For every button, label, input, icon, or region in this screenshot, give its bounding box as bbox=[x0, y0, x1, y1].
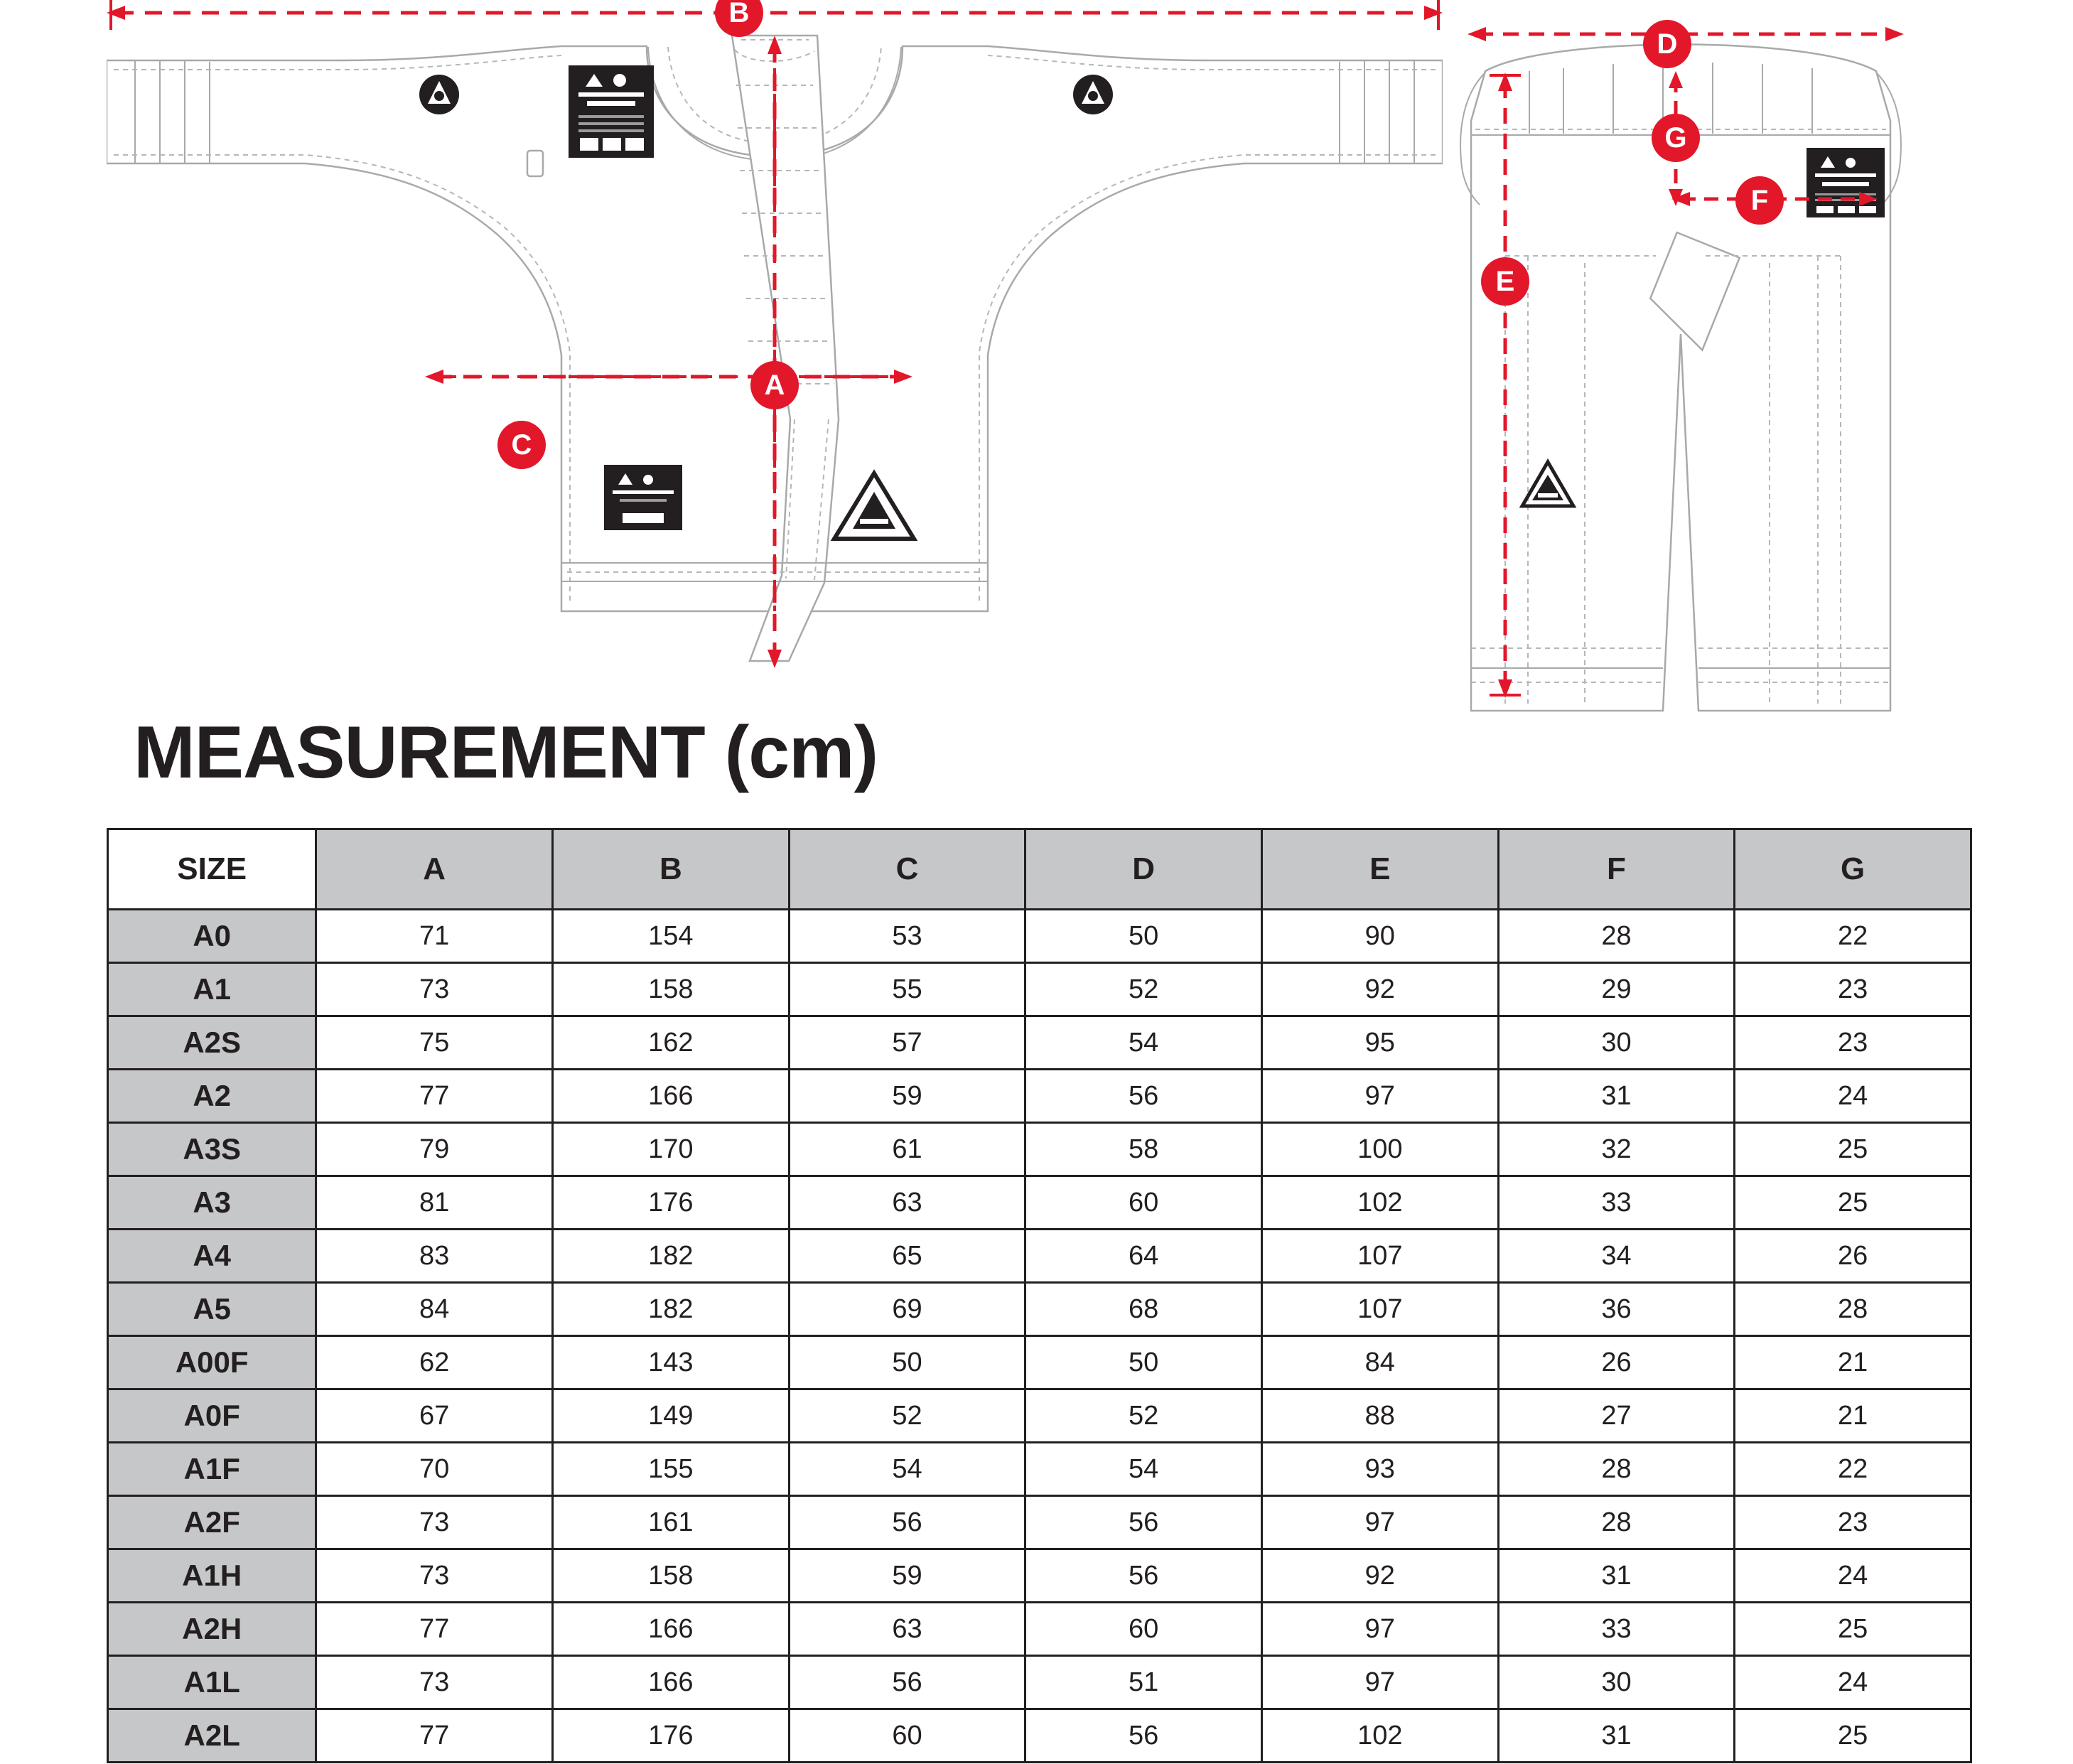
measurement-cell: 84 bbox=[1261, 1336, 1498, 1389]
column-header-d: D bbox=[1025, 829, 1262, 910]
size-label: A1H bbox=[108, 1549, 316, 1603]
measurement-cell: 75 bbox=[316, 1016, 553, 1070]
measurement-cell: 161 bbox=[553, 1496, 790, 1549]
size-label: A2L bbox=[108, 1709, 316, 1763]
measurement-cell: 166 bbox=[553, 1070, 790, 1123]
measurement-cell: 73 bbox=[316, 1496, 553, 1549]
measurement-cell: 21 bbox=[1735, 1336, 1971, 1389]
page-title: MEASUREMENT (cm) bbox=[134, 711, 878, 794]
measurement-cell: 54 bbox=[1025, 1443, 1262, 1496]
measurement-cell: 25 bbox=[1735, 1603, 1971, 1656]
measurement-cell: 33 bbox=[1498, 1603, 1735, 1656]
column-header-size: SIZE bbox=[108, 829, 316, 910]
table-row bbox=[108, 1070, 1971, 1123]
measurement-cell: 25 bbox=[1735, 1176, 1971, 1230]
measurement-cell: 30 bbox=[1498, 1016, 1735, 1070]
measurement-cell: 84 bbox=[316, 1283, 553, 1336]
measurement-cell: 61 bbox=[789, 1123, 1025, 1176]
measurement-cell: 23 bbox=[1735, 1016, 1971, 1070]
marker-f: F bbox=[1735, 176, 1784, 225]
measurement-cell: 70 bbox=[316, 1443, 553, 1496]
table-row bbox=[108, 1709, 1971, 1763]
table-row bbox=[108, 1336, 1971, 1389]
measurement-cell: 57 bbox=[789, 1016, 1025, 1070]
column-header-f: F bbox=[1498, 829, 1735, 910]
measurement-cell: 26 bbox=[1735, 1230, 1971, 1283]
measurement-cell: 62 bbox=[316, 1336, 553, 1389]
pants-diagram bbox=[1443, 28, 1940, 753]
measurement-cell: 69 bbox=[789, 1283, 1025, 1336]
measurement-cell: 64 bbox=[1025, 1230, 1262, 1283]
measurement-cell: 67 bbox=[316, 1389, 553, 1443]
measurement-cell: 63 bbox=[789, 1176, 1025, 1230]
measurement-cell: 92 bbox=[1261, 963, 1498, 1016]
measurement-cell: 22 bbox=[1735, 1443, 1971, 1496]
measurement-cell: 102 bbox=[1261, 1709, 1498, 1763]
measurement-cell: 30 bbox=[1498, 1656, 1735, 1709]
measurement-cell: 77 bbox=[316, 1603, 553, 1656]
size-label: A1F bbox=[108, 1443, 316, 1496]
column-header-c: C bbox=[789, 829, 1025, 910]
table-row bbox=[108, 963, 1971, 1016]
measurement-cell: 166 bbox=[553, 1656, 790, 1709]
measurement-cell: 56 bbox=[1025, 1549, 1262, 1603]
measurement-cell: 155 bbox=[553, 1443, 790, 1496]
table-row bbox=[108, 1230, 1971, 1283]
size-label: A0 bbox=[108, 910, 316, 963]
measurement-cell: 58 bbox=[1025, 1123, 1262, 1176]
size-label: A3S bbox=[108, 1123, 316, 1176]
size-label: A0F bbox=[108, 1389, 316, 1443]
measurement-cell: 56 bbox=[1025, 1496, 1262, 1549]
measurement-cell: 97 bbox=[1261, 1603, 1498, 1656]
measurement-cell: 77 bbox=[316, 1070, 553, 1123]
measurement-cell: 53 bbox=[789, 910, 1025, 963]
measurement-cell: 162 bbox=[553, 1016, 790, 1070]
measurement-cell: 51 bbox=[1025, 1656, 1262, 1709]
column-header-e: E bbox=[1261, 829, 1498, 910]
measurement-cell: 24 bbox=[1735, 1070, 1971, 1123]
measurement-table bbox=[107, 828, 1972, 1763]
measurement-cell: 28 bbox=[1498, 910, 1735, 963]
measurement-cell: 176 bbox=[553, 1176, 790, 1230]
measurement-cell: 176 bbox=[553, 1709, 790, 1763]
measurement-cell: 60 bbox=[1025, 1176, 1262, 1230]
pants-dim-arrows-d bbox=[1468, 14, 1922, 57]
measurement-cell: 73 bbox=[316, 1656, 553, 1709]
size-label: A1L bbox=[108, 1656, 316, 1709]
table-row bbox=[108, 1496, 1971, 1549]
table-body bbox=[108, 910, 1971, 1763]
measurement-cell: 56 bbox=[1025, 1709, 1262, 1763]
measurement-table-wrapper bbox=[107, 828, 1972, 1763]
table-row bbox=[108, 1389, 1971, 1443]
jacket-dim-arrows-chest bbox=[425, 357, 937, 399]
measurement-cell: 50 bbox=[789, 1336, 1025, 1389]
measurement-cell: 36 bbox=[1498, 1283, 1735, 1336]
size-label: A3 bbox=[108, 1176, 316, 1230]
table-row bbox=[108, 1283, 1971, 1336]
measurement-cell: 65 bbox=[789, 1230, 1025, 1283]
marker-g: G bbox=[1652, 114, 1700, 162]
measurement-cell: 60 bbox=[1025, 1603, 1262, 1656]
measurement-cell: 71 bbox=[316, 910, 553, 963]
table-row bbox=[108, 1123, 1971, 1176]
column-header-g: G bbox=[1735, 829, 1971, 910]
table-row bbox=[108, 1656, 1971, 1709]
measurement-cell: 28 bbox=[1735, 1283, 1971, 1336]
measurement-cell: 23 bbox=[1735, 963, 1971, 1016]
measurement-cell: 68 bbox=[1025, 1283, 1262, 1336]
measurement-cell: 92 bbox=[1261, 1549, 1498, 1603]
measurement-cell: 31 bbox=[1498, 1549, 1735, 1603]
measurement-cell: 21 bbox=[1735, 1389, 1971, 1443]
measurement-cell: 143 bbox=[553, 1336, 790, 1389]
measurement-cell: 54 bbox=[1025, 1016, 1262, 1070]
measurement-cell: 52 bbox=[1025, 1389, 1262, 1443]
measurement-cell: 27 bbox=[1498, 1389, 1735, 1443]
measurement-cell: 29 bbox=[1498, 963, 1735, 1016]
diagram-area bbox=[0, 0, 2073, 794]
measurement-cell: 73 bbox=[316, 1549, 553, 1603]
measurement-cell: 158 bbox=[553, 1549, 790, 1603]
measurement-cell: 54 bbox=[789, 1443, 1025, 1496]
size-label: A1 bbox=[108, 963, 316, 1016]
measurement-cell: 31 bbox=[1498, 1709, 1735, 1763]
marker-b: B bbox=[715, 0, 763, 37]
measurement-cell: 24 bbox=[1735, 1549, 1971, 1603]
measurement-cell: 52 bbox=[789, 1389, 1025, 1443]
marker-d: D bbox=[1643, 20, 1691, 68]
jacket-dim-arrows-vertical bbox=[735, 36, 820, 675]
measurement-cell: 28 bbox=[1498, 1496, 1735, 1549]
table-row bbox=[108, 1016, 1971, 1070]
table-header-row bbox=[108, 829, 1971, 910]
size-label: A2F bbox=[108, 1496, 316, 1549]
table-header bbox=[108, 829, 1971, 910]
table-row bbox=[108, 1549, 1971, 1603]
measurement-cell: 33 bbox=[1498, 1176, 1735, 1230]
measurement-cell: 25 bbox=[1735, 1709, 1971, 1763]
table-row bbox=[108, 1603, 1971, 1656]
column-header-b: B bbox=[553, 829, 790, 910]
measurement-cell: 182 bbox=[553, 1230, 790, 1283]
measurement-cell: 34 bbox=[1498, 1230, 1735, 1283]
pants-dim-arrows-e bbox=[1485, 72, 1528, 698]
measurement-cell: 158 bbox=[553, 963, 790, 1016]
measurement-cell: 56 bbox=[1025, 1070, 1262, 1123]
marker-c: C bbox=[497, 421, 546, 469]
measurement-cell: 59 bbox=[789, 1549, 1025, 1603]
measurement-cell: 77 bbox=[316, 1709, 553, 1763]
column-header-a: A bbox=[316, 829, 553, 910]
measurement-cell: 50 bbox=[1025, 910, 1262, 963]
table-row bbox=[108, 1443, 1971, 1496]
measurement-cell: 26 bbox=[1498, 1336, 1735, 1389]
measurement-cell: 50 bbox=[1025, 1336, 1262, 1389]
measurement-cell: 107 bbox=[1261, 1230, 1498, 1283]
size-label: A4 bbox=[108, 1230, 316, 1283]
measurement-cell: 90 bbox=[1261, 910, 1498, 963]
measurement-cell: 56 bbox=[789, 1496, 1025, 1549]
table-row bbox=[108, 910, 1971, 963]
marker-e: E bbox=[1481, 257, 1529, 306]
measurement-cell: 56 bbox=[789, 1656, 1025, 1709]
measurement-cell: 166 bbox=[553, 1603, 790, 1656]
measurement-cell: 100 bbox=[1261, 1123, 1498, 1176]
measurement-cell: 79 bbox=[316, 1123, 553, 1176]
jacket-hem-tag bbox=[604, 465, 682, 530]
measurement-cell: 83 bbox=[316, 1230, 553, 1283]
measurement-cell: 73 bbox=[316, 963, 553, 1016]
measurement-cell: 28 bbox=[1498, 1443, 1735, 1496]
jacket-neck-tag bbox=[569, 65, 654, 158]
measurement-cell: 97 bbox=[1261, 1656, 1498, 1709]
measurement-cell: 22 bbox=[1735, 910, 1971, 963]
measurement-cell: 63 bbox=[789, 1603, 1025, 1656]
measurement-cell: 149 bbox=[553, 1389, 790, 1443]
size-label: A00F bbox=[108, 1336, 316, 1389]
measurement-cell: 95 bbox=[1261, 1016, 1498, 1070]
measurement-cell: 102 bbox=[1261, 1176, 1498, 1230]
size-label: A2H bbox=[108, 1603, 316, 1656]
measurement-cell: 24 bbox=[1735, 1656, 1971, 1709]
size-label: A2S bbox=[108, 1016, 316, 1070]
size-label: A5 bbox=[108, 1283, 316, 1336]
measurement-cell: 97 bbox=[1261, 1496, 1498, 1549]
measurement-cell: 52 bbox=[1025, 963, 1262, 1016]
measurement-cell: 23 bbox=[1735, 1496, 1971, 1549]
jacket-diagram bbox=[107, 0, 1443, 704]
measurement-cell: 107 bbox=[1261, 1283, 1498, 1336]
shoulder-logo-right bbox=[1073, 75, 1113, 114]
marker-a: A bbox=[750, 361, 799, 409]
measurement-cell: 32 bbox=[1498, 1123, 1735, 1176]
measurement-cell: 81 bbox=[316, 1176, 553, 1230]
measurement-cell: 170 bbox=[553, 1123, 790, 1176]
measurement-cell: 97 bbox=[1261, 1070, 1498, 1123]
measurement-cell: 154 bbox=[553, 910, 790, 963]
measurement-cell: 31 bbox=[1498, 1070, 1735, 1123]
size-label: A2 bbox=[108, 1070, 316, 1123]
shoulder-logo-left bbox=[419, 75, 459, 114]
measurement-cell: 60 bbox=[789, 1709, 1025, 1763]
measurement-cell: 59 bbox=[789, 1070, 1025, 1123]
table-row bbox=[108, 1176, 1971, 1230]
measurement-cell: 25 bbox=[1735, 1123, 1971, 1176]
measurement-cell: 55 bbox=[789, 963, 1025, 1016]
measurement-cell: 93 bbox=[1261, 1443, 1498, 1496]
measurement-cell: 182 bbox=[553, 1283, 790, 1336]
measurement-cell: 88 bbox=[1261, 1389, 1498, 1443]
